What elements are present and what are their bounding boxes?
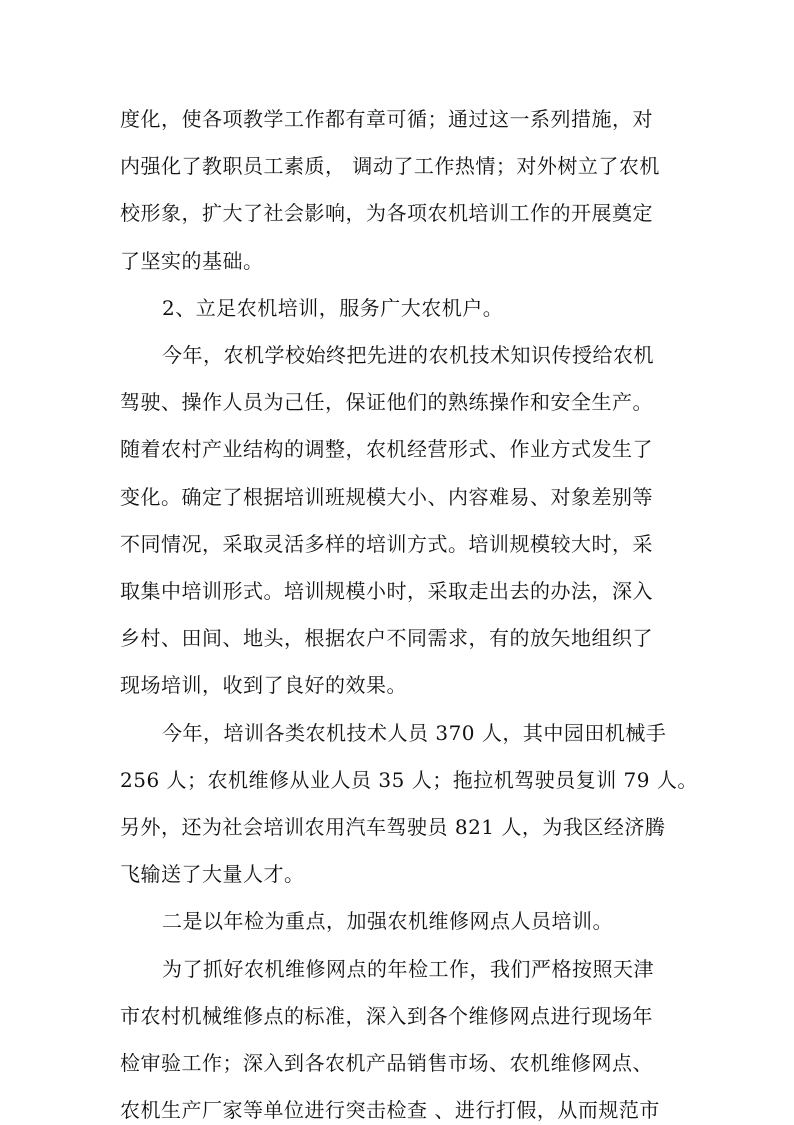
text-line: 度化，使各项教学工作都有章可循；通过这一系列措施，对 (120, 107, 653, 131)
text-line: 今年，农机学校始终把先进的农机技术知识传授给农机 (162, 343, 654, 367)
text-line: 今年，培训各类农机技术人员 370 人，其中园田机械手 (162, 720, 667, 745)
text-line: 校形象，扩大了社会影响，为各项农机培训工作的开展奠定 (120, 201, 653, 226)
text-line: 现场培训，收到了良好的效果。 (120, 673, 407, 698)
section-heading: 二是以年检为重点，加强农机维修网点人员培训。 (162, 909, 613, 934)
text-line: 了坚实的基础。 (120, 248, 264, 273)
text-line: 为了抓好农机维修网点的年检工作，我们严格按照天津 (162, 956, 654, 981)
text-line: 检审验工作；深入到各农机产品销售市场、农机维修网点、 (120, 1051, 653, 1075)
text-line: 变化。确定了根据培训班规模大小、内容难易、对象差别等 (120, 484, 653, 509)
text-line: 另外，还为社会培训农用汽车驾驶员 821 人，为我区经济腾 (120, 815, 666, 839)
text-line: 256 人；农机维修从业人员 35 人；拖拉机驾驶员复训 79 人。 (120, 767, 698, 792)
text-line: 乡村、田间、地头，根据农户不同需求，有的放矢地组织了 (120, 626, 653, 651)
text-line: 内强化了教职员工素质， 调动了工作热情；对外树立了农机 (120, 154, 660, 179)
section-heading: 2、立足农机培训，服务广大农机户。 (162, 295, 504, 320)
text-line: 驾驶、操作人员为己任，保证他们的熟练操作和安全生产。 (120, 390, 653, 415)
text-line: 随着农村产业结构的调整，农机经营形式、作业方式发生了 (120, 437, 653, 462)
text-line: 不同情况，采取灵活多样的培训方式。培训规模较大时，采 (120, 531, 653, 556)
text-line: 取集中培训形式。培训规模小时，采取走出去的办法，深入 (120, 579, 653, 603)
text-line: 飞输送了大量人才。 (120, 862, 305, 887)
text-line: 市农村机械维修点的标准，深入到各个维修网点进行现场年 (120, 1003, 653, 1028)
text-line: 农机生产厂家等单位进行突击检查 、进行打假，从而规范市 (120, 1098, 660, 1123)
